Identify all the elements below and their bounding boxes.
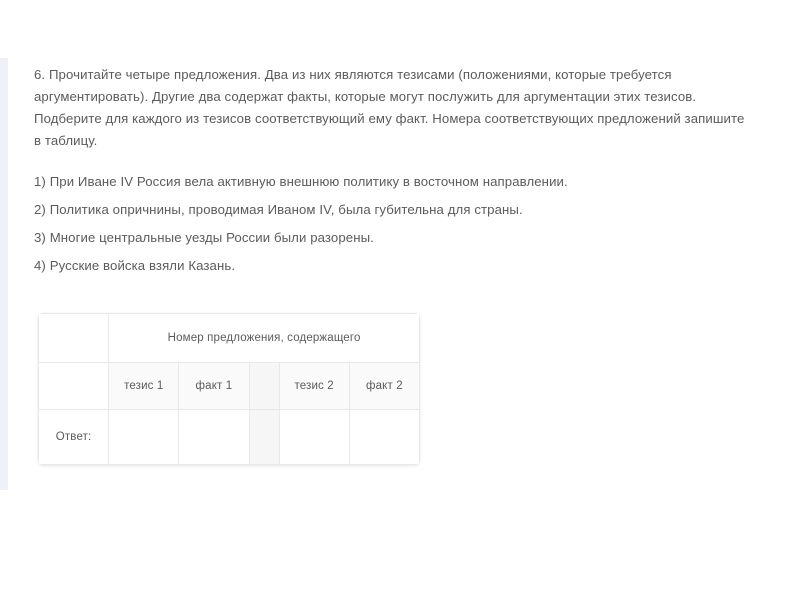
subheader-row-label-blank bbox=[39, 363, 109, 410]
statement-item-4: 4) Русские войска взяли Казань. bbox=[34, 258, 236, 273]
corner-blank-cell bbox=[39, 314, 109, 363]
answer-row-label: Ответ: bbox=[39, 410, 109, 465]
column-header-thesis-2: тезис 2 bbox=[279, 363, 349, 410]
answer-cell-fact-2[interactable] bbox=[349, 410, 419, 465]
column-header-thesis-1: тезис 1 bbox=[109, 363, 179, 410]
answer-table-wrapper bbox=[38, 313, 420, 465]
task-intro-text: 6. Прочитайте четыре предложения. Два из них являются тезисами (положениями, которые требуется аргументировать). Другие два содержат факты, которые могут послужить для аргументации этих тезисов. Подберите для каждого из тезисов соответствующий ему факт. Номера соответствующих предложений запишите в таблицу. bbox=[34, 67, 745, 148]
answer-cell-fact-1[interactable] bbox=[179, 410, 249, 465]
group-header-cell: Номер предложения, содержащего bbox=[109, 314, 420, 363]
left-edge-strip bbox=[0, 58, 8, 490]
answer-table bbox=[38, 313, 420, 465]
answer-row-separator-gap bbox=[249, 410, 279, 465]
answer-cell-thesis-2[interactable] bbox=[279, 410, 349, 465]
slide-content bbox=[34, 64, 746, 280]
statement-list bbox=[34, 168, 746, 280]
table-row-subheaders bbox=[39, 363, 420, 410]
statement-item-3: 3) Многие центральные уезды России были разорены. bbox=[34, 230, 374, 245]
column-separator-gap bbox=[249, 363, 279, 410]
answer-cell-thesis-1[interactable] bbox=[109, 410, 179, 465]
column-header-fact-2: факт 2 bbox=[349, 363, 419, 410]
table-row-answer bbox=[39, 410, 420, 465]
table-row-group-header bbox=[39, 314, 420, 363]
statement-item-1: 1) При Иване IV Россия вела активную внешнюю политику в восточном направлении. bbox=[34, 174, 568, 189]
statement-item-2: 2) Политика опричнины, проводимая Иваном IV, была губительна для страны. bbox=[34, 202, 523, 217]
column-header-fact-1: факт 1 bbox=[179, 363, 249, 410]
